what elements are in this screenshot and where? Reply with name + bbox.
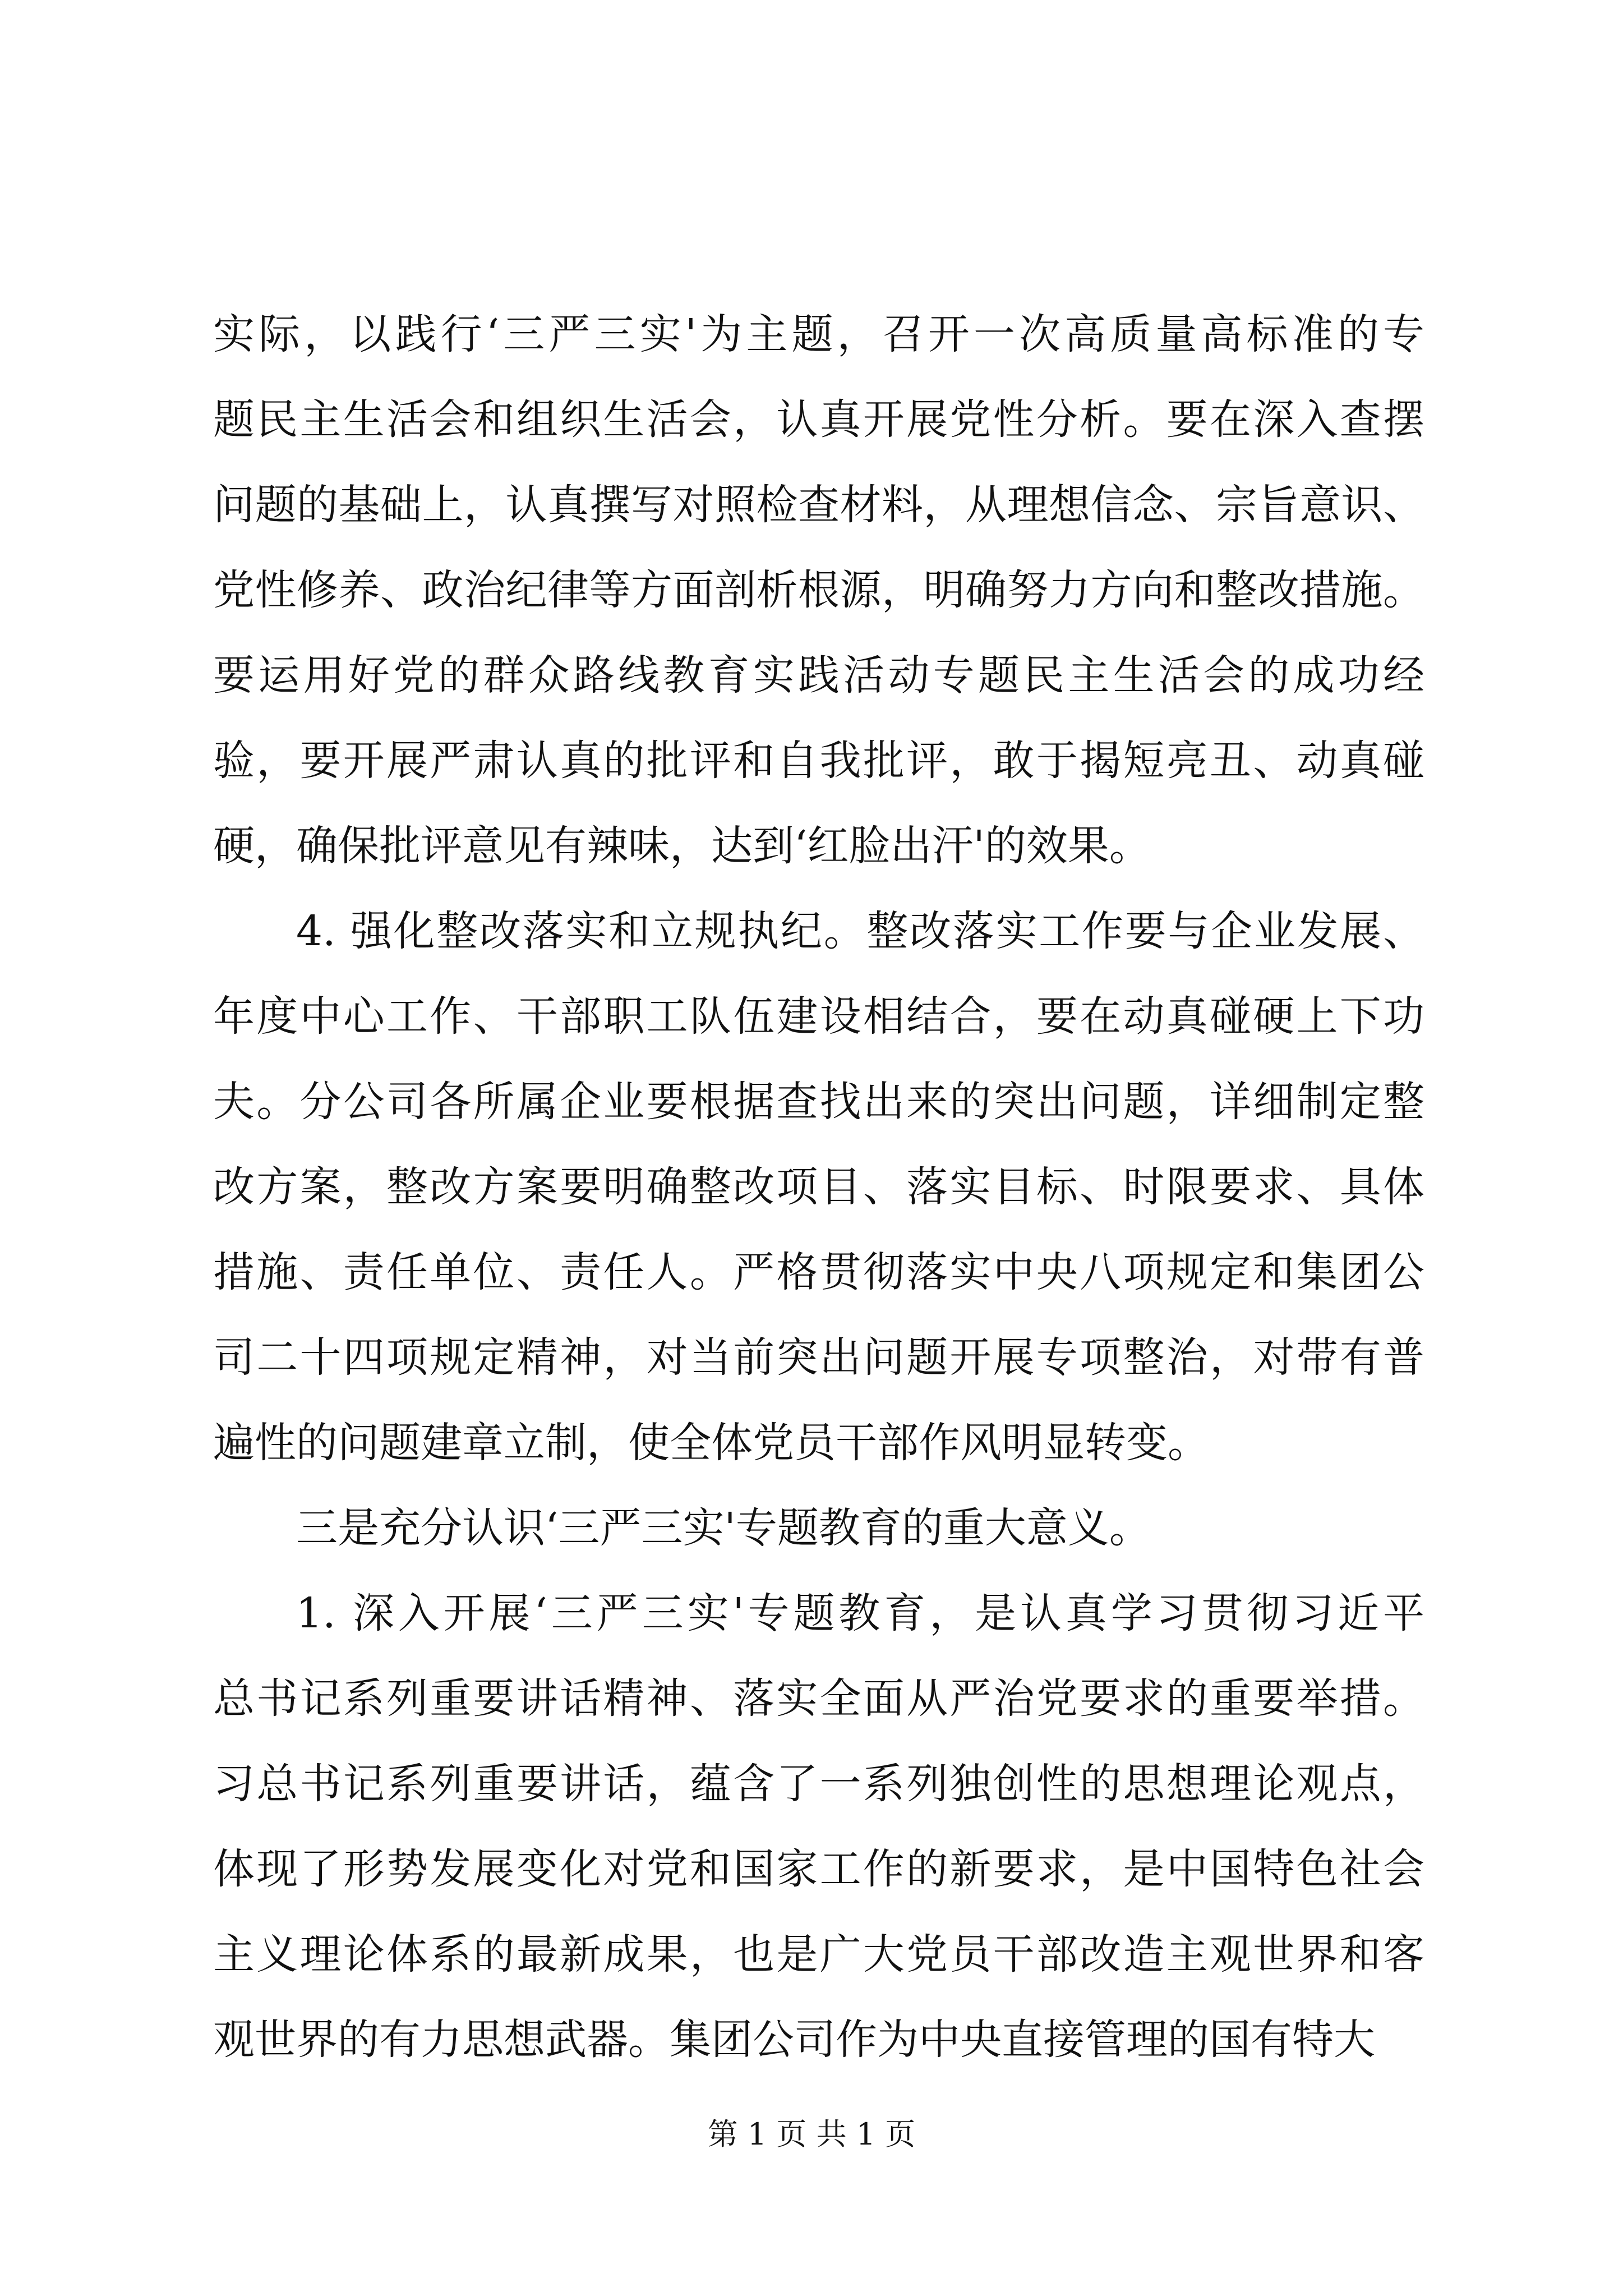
text-line: 实际，以践行‘三严三实'为主题，召开一次高质量高标准的专 <box>213 310 1424 358</box>
text-line: 党性修养、政治纪律等方面剖析根源，明确努力方向和整改措施。 <box>213 566 1424 614</box>
document-body <box>213 292 1424 2082</box>
text-line: 习总书记系列重要讲话，蕴含了一系列独创性的思想理论观点， <box>213 1760 1424 1808</box>
text-line: 题民主生活会和组织生活会，认真开展党性分析。要在深入查摆 <box>213 395 1424 444</box>
text-line: 夫。分公司各所属企业要根据查找出来的突出问题，详细制定整 <box>213 1078 1424 1126</box>
text-line: 4. 强化整改落实和立规执纪。整改落实工作要与企业发展、 <box>296 907 1424 955</box>
paragraph <box>213 292 1424 889</box>
text-line: 观世界的有力思想武器。集团公司作为中央直接管理的国有特大 <box>213 2016 1375 2064</box>
text-line: 主义理论体系的最新成果，也是广大党员干部改造主观世界和客 <box>213 1930 1424 1978</box>
paragraph <box>213 1485 1424 1571</box>
text-line: 总书记系列重要讲话精神、落实全面从严治党要求的重要举措。 <box>213 1674 1424 1723</box>
text-line: 措施、责任单位、责任人。严格贯彻落实中央八项规定和集团公 <box>213 1248 1424 1296</box>
text-line: 验，要开展严肃认真的批评和自我批评，敢于揭短亮丑、动真碰 <box>213 737 1424 785</box>
text-line: 三是充分认识‘三严三实'专题教育的重大意义。 <box>296 1504 1151 1552</box>
text-line: 体现了形势发展变化对党和国家工作的新要求，是中国特色社会 <box>213 1845 1424 1893</box>
text-line: 硬，确保批评意见有辣味，达到‘红脸出汗'的效果。 <box>213 822 1151 870</box>
text-line: 1. 深入开展‘三严三实'专题教育，是认真学习贯彻习近平 <box>296 1589 1424 1637</box>
text-line: 遍性的问题建章立制，使全体党员干部作风明显转变。 <box>213 1419 1209 1467</box>
text-line: 司二十四项规定精神，对当前突出问题开展专项整治，对带有普 <box>213 1333 1424 1382</box>
text-line: 要运用好党的群众路线教育实践活动专题民主生活会的成功经 <box>213 651 1424 700</box>
page-footer: 第 1 页 共 1 页 <box>707 2116 916 2152</box>
text-line: 年度中心工作、干部职工队伍建设相结合，要在动真碰硬上下功 <box>213 992 1424 1041</box>
text-line: 改方案，整改方案要明确整改项目、落实目标、时限要求、具体 <box>213 1163 1424 1211</box>
paragraph <box>213 1571 1424 2082</box>
text-line: 问题的基础上，认真撰写对照检查材料，从理想信念、宗旨意识、 <box>213 481 1424 529</box>
paragraph <box>213 889 1424 1485</box>
